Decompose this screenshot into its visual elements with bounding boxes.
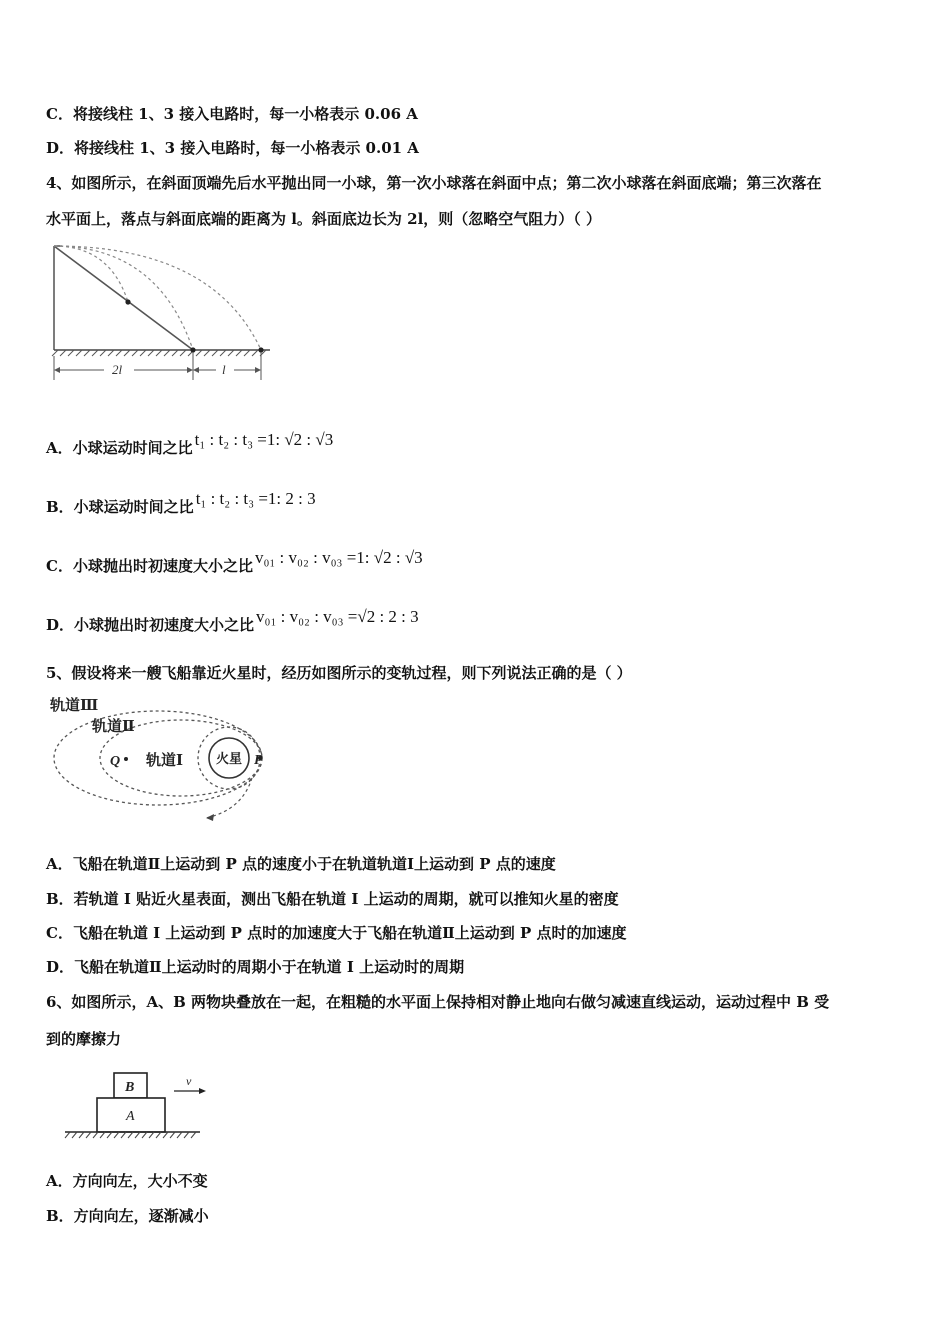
q4-option-a-text: A．小球运动时间之比 — [46, 439, 193, 457]
point-p-label: P — [254, 753, 263, 768]
q4-option-d-math: v₀₁ : v₀₂ : v₀₃ =√2 : 2 : 3 — [256, 607, 419, 626]
q4-stem-line2: 水平面上，落点与斜面底端的距离为 l。斜面底边长为 2l，则（忽略空气阻力）（ ） — [46, 210, 602, 228]
point-q-label: Q — [110, 754, 121, 769]
q6-stem-line2: 到的摩擦力 — [46, 1030, 122, 1048]
q4-option-c — [46, 548, 423, 576]
q3-option-d: D．将接线柱 1、3 接入电路时，每一小格表示 0.01 A — [46, 139, 419, 157]
q4-option-c-text: C．小球抛出时初速度大小之比 — [46, 557, 253, 575]
q5-option-d: D．飞船在轨道Ⅱ上运动时的周期小于在轨道 I 上运动时的周期 — [46, 958, 465, 976]
q4-option-b-text: B．小球运动时间之比 — [46, 498, 194, 516]
q4-incline-figure — [48, 240, 278, 388]
velocity-label: v — [186, 1074, 192, 1088]
q4-option-d-text: D．小球抛出时初速度大小之比 — [46, 616, 255, 634]
q5-option-a: A．飞船在轨道Ⅱ上运动到 P 点的速度小于在轨道轨道Ⅰ上运动到 P 点的速度 — [46, 855, 556, 873]
q4-option-a-math: t₁ : t₂ : t₃ =1: √2 : √3 — [194, 430, 334, 449]
q3-option-c: C．将接线柱 1、3 接入电路时，每一小格表示 0.06 A — [46, 105, 418, 123]
q4-option-a — [46, 430, 334, 458]
q6-blocks-figure — [62, 1068, 212, 1144]
q4-option-b — [46, 489, 316, 517]
block-a-label: A — [126, 1109, 135, 1124]
label-2l: 2l — [112, 362, 123, 377]
q4-stem-line1: 4、如图所示，在斜面顶端先后水平抛出同一小球，第一次小球落在斜面中点；第二次小球落在斜面底端；第三次落在 — [46, 174, 822, 192]
q6-option-b: B．方向向左，逐渐减小 — [46, 1207, 209, 1225]
label-l: l — [222, 362, 226, 377]
q4-option-d — [46, 607, 419, 635]
q4-option-c-math: v₀₁ : v₀₂ : v₀₃ =1: √2 : √3 — [254, 548, 423, 567]
q4-option-b-math: t₁ : t₂ : t₃ =1: 2 : 3 — [195, 489, 316, 508]
q6-option-a: A．方向向左，大小不变 — [46, 1172, 208, 1190]
q5-stem: 5、假设将来一艘飞船靠近火星时，经历如图所示的变轨过程，则下列说法正确的是（ ） — [46, 664, 632, 682]
q5-option-c: C．飞船在轨道 I 上运动到 P 点时的加速度大于飞船在轨道Ⅱ上运动到 P 点时的加速度 — [46, 924, 627, 942]
mars-label: 火星 — [216, 752, 243, 767]
q5-orbit-figure — [46, 690, 286, 825]
orbit1-label: 轨道Ⅰ — [146, 751, 184, 769]
block-b-label: B — [125, 1080, 135, 1095]
q6-stem-line1: 6、如图所示，A、B 两物块叠放在一起，在粗糙的水平面上保持相对静止地向右做匀减速直线运动，运动过程中 B 受 — [46, 993, 830, 1011]
orbit2-label: 轨道Ⅱ — [92, 717, 135, 735]
q5-option-b: B．若轨道 I 贴近火星表面，测出飞船在轨道 I 上运动的周期，就可以推知火星的密度 — [46, 890, 619, 908]
orbit3-label: 轨道Ⅲ — [50, 696, 99, 714]
